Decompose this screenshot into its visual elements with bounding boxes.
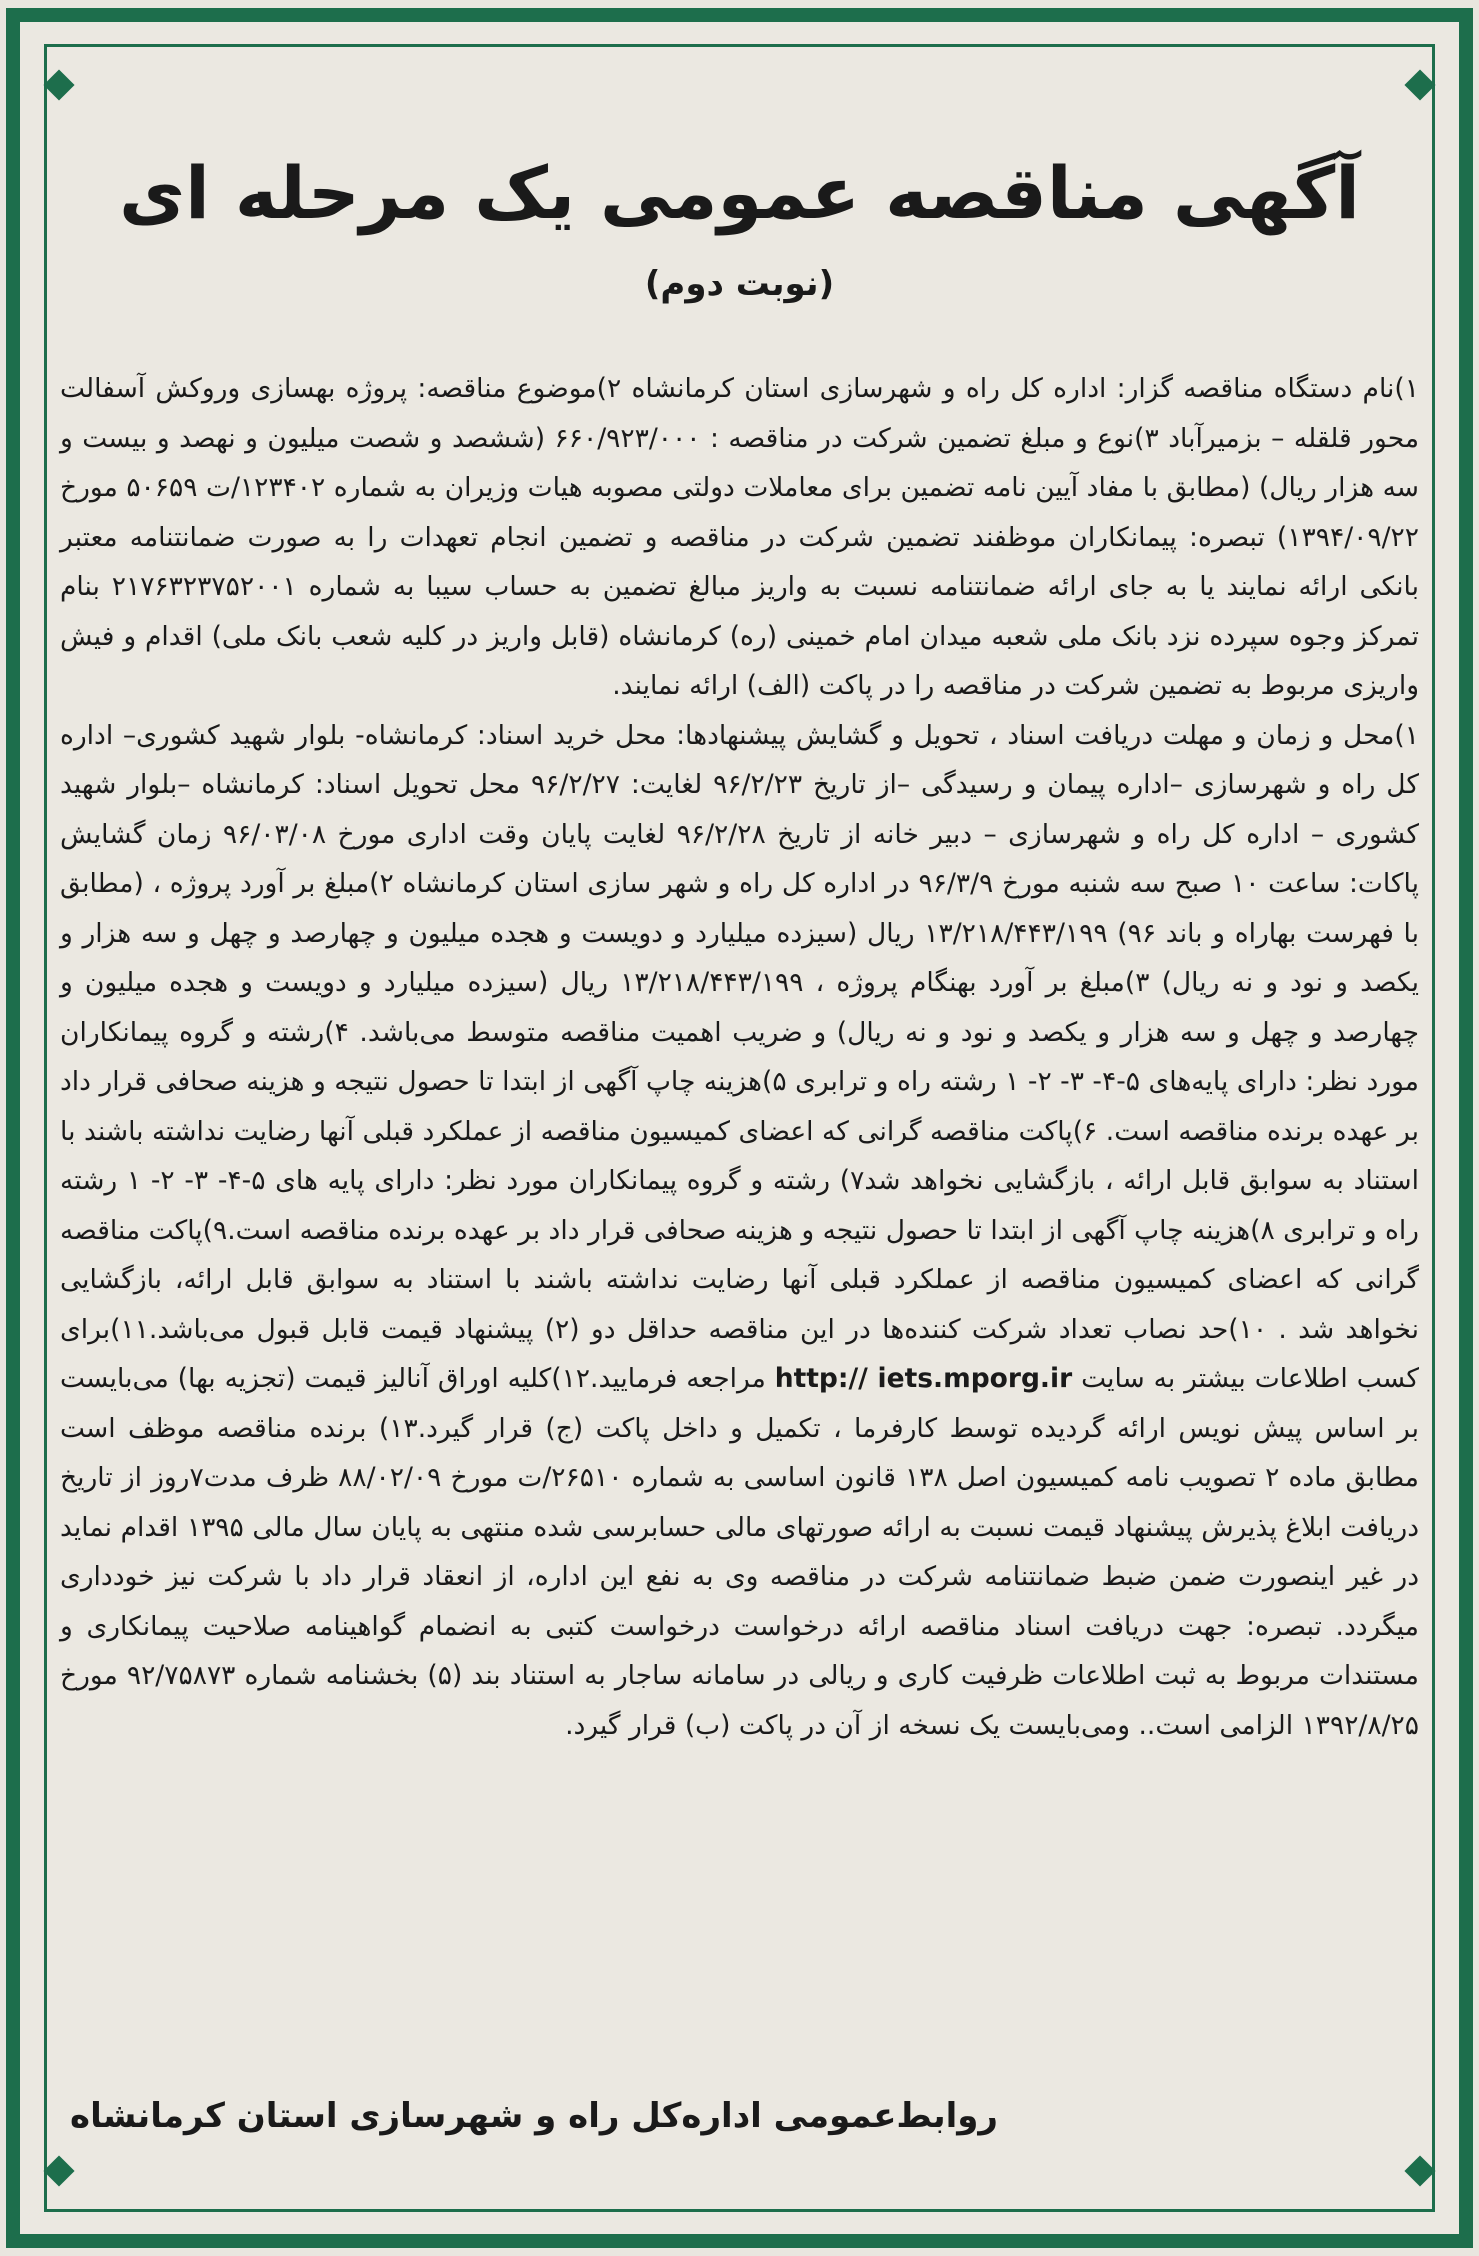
- issuer-signature: روابط‌عمومی اداره‌کل راه و شهرسازی استان کرمانشاه: [70, 2096, 998, 2136]
- website-link[interactable]: http:// iets.mporg.ir: [774, 1363, 1073, 1395]
- notice-title: آگهی مناقصه عمومی یک مرحله ای: [119, 151, 1360, 235]
- notice-subtitle: (نوبت دوم): [644, 264, 835, 305]
- paragraph-guarantee: ۱)نام دستگاه مناقصه گزار: اداره کل راه و شهرسازی استان کرمانشاه ۲)موضوع مناقصه: پروژه بهسازی وروکش آسفالت محور قلقله – بزمیرآباد ۳)نوع و مبلغ تضمین شرکت در مناقصه : ۶۶۰/۹۲۳/۰۰۰ (ششصد و شصت میلیون و نهصد و بیست و سه هزار ریال) (مطابق با مفاد آیین نامه تضمین برای معاملات دولتی مصوبه هیات وزیران به شماره ۱۲۳۴۰۲/ت ۵۰۶۵۹ مورخ ۱۳۹۴/۰۹/۲۲) تبصره: پیمانکاران موظفند تضمین شرکت در مناقصه و تضمین انجام تعهدات را به صورت ضمانتنامه معتبر بانکی ارائه نمایند یا به جای ارائه ضمانتنامه نسبت به واریز مبالغ تضمین به حساب سیبا به شماره ۲۱۷۶۳۲۳۷۵۲۰۰۱ بنام تمرکز وجوه سپرده نزد بانک ملی شعبه میدان امام خمینی (ره) کرمانشاه (قابل واریز در کلیه شعب بانک ملی) اقدام و فیش واریزی مربوط به تضمین شرکت در مناقصه را در پاکت (الف) ارائه نمایند.: [60, 373, 1420, 702]
- notice-content: [60, 150, 1419, 1750]
- paragraph-details-part1: ۱)محل و زمان و مهلت دریافت اسناد ، تحویل و گشایش پیشنهادها: محل خرید اسناد: کرمانشاه- بلوار شهید کشوری– اداره کل راه و شهرسازی –اداره پیمان و رسیدگی –از تاریخ ۹۶/۲/۲۳ لغایت: ۹۶/۲/۲۷ محل تحویل اسناد: کرمانشاه –بلوار شهید کشوری – اداره کل راه و شهرسازی – دبیر خانه از تاریخ ۹۶/۲/۲۸ لغایت پایان وقت اداری مورخ ۹۶/۰۳/۰۸ زمان گشایش پاکات: ساعت ۱۰ صبح سه شنبه مورخ ۹۶/۳/۹ در اداره کل راه و شهر سازی استان کرمانشاه ۲)مبلغ بر آورد پروژه ، (مطابق با فهرست بهاراه و باند ۹۶) ۱۳/۲۱۸/۴۴۳/۱۹۹ ریال (سیزده میلیارد و دویست و هجده میلیون و چهارصد و چهل و سه هزار و یکصد و نود و نه ریال) ۳)مبلغ بر آورد بهنگام پروژه ، ۱۳/۲۱۸/۴۴۳/۱۹۹ ریال (سیزده میلیارد و دویست و هجده میلیون و چهارصد و چهل و سه هزار و یکصد و نود و نه ریال) و ضریب اهمیت مناقصه متوسط می‌باشد. ۴)رشته و گروه پیمانکاران مورد نظر: دارای پایه‌های ۵-۴- ۳- ۲- ۱ رشته راه و ترابری ۵)هزینه چاپ آگهی از ابتدا تا حصول نتیجه و هزینه صحافی قرار داد بر عهده برنده مناقصه است. ۶)پاکت مناقصه گرانی که اعضای کمیسیون مناقصه از عملکرد قبلی آنها رضایت نداشته باشند با استناد به سوابق قابل ارائه ، بازگشایی نخواهد شد۷) رشته و گروه پیمانکاران مورد نظر: دارای پایه های ۵-۴- ۳- ۲- ۱ رشته راه و ترابری ۸)هزینه چاپ آگهی از ابتدا تا حصول نتیجه و هزینه صحافی قرار داد بر عهده برنده مناقصه است.۹)پاکت مناقصه گرانی که اعضای کمیسیون مناقصه از عملکرد قبلی آنها رضایت نداشته باشند با استناد به سوابق قابل ارائه، بازگشایی نخواهد شد . ۱۰)حد نصاب تعداد شرکت کننده‌ها در این مناقصه حداقل دو (۲) پیشنهاد قیمت قابل قبول می‌باشد.۱۱)برای کسب اطلاعات بیشتر به سایت: [60, 719, 1420, 1395]
- paragraph-details-part2: مراجعه فرمایید.۱۲)کلیه اوراق آنالیز قیمت (تجزیه بها) می‌بایست بر اساس پیش نویس ارائه گردیده توسط کارفرما ، تکمیل و داخل پاکت (ج) قرار گیرد.۱۳) برنده مناقصه موظف است مطابق ماده ۲ تصویب نامه کمیسیون اصل ۱۳۸ قانون اساسی به شماره ۲۶۵۱۰/ت مورخ ۸۸/۰۲/۰۹ ظرف مدت۷روز از تاریخ دریافت ابلاغ پذیرش پیشنهاد قیمت نسبت به ارائه صورتهای مالی حسابرسی شده منتهی به پایان سال مالی ۱۳۹۵ اقدام نماید در غیر اینصورت ضمن ضبط ضمانتنامه شرکت در مناقصه وی به نفع این اداره، از انعقاد قرار داد با شرکت نیز خودداری میگردد. تبصره: جهت دریافت اسناد مناقصه ارائه درخواست درخواست کتبی به انضمام گواهینامه صلاحیت پیمانکاری و مستندات مربوط به ثبت اطلاعات ظرفیت کاری و ریالی در سامانه ساجار به استناد بند (۵) بخشنامه شماره ۹۲/۷۵۸۷۳ مورخ ۱۳۹۲/۸/۲۵ الزامی است.. ومی‌بایست یک نسخه از آن در پاکت (ب) قرار گیرد.: [60, 1363, 1419, 1741]
- paragraph-details: [60, 711, 1419, 1751]
- notice-body: [60, 364, 1419, 1750]
